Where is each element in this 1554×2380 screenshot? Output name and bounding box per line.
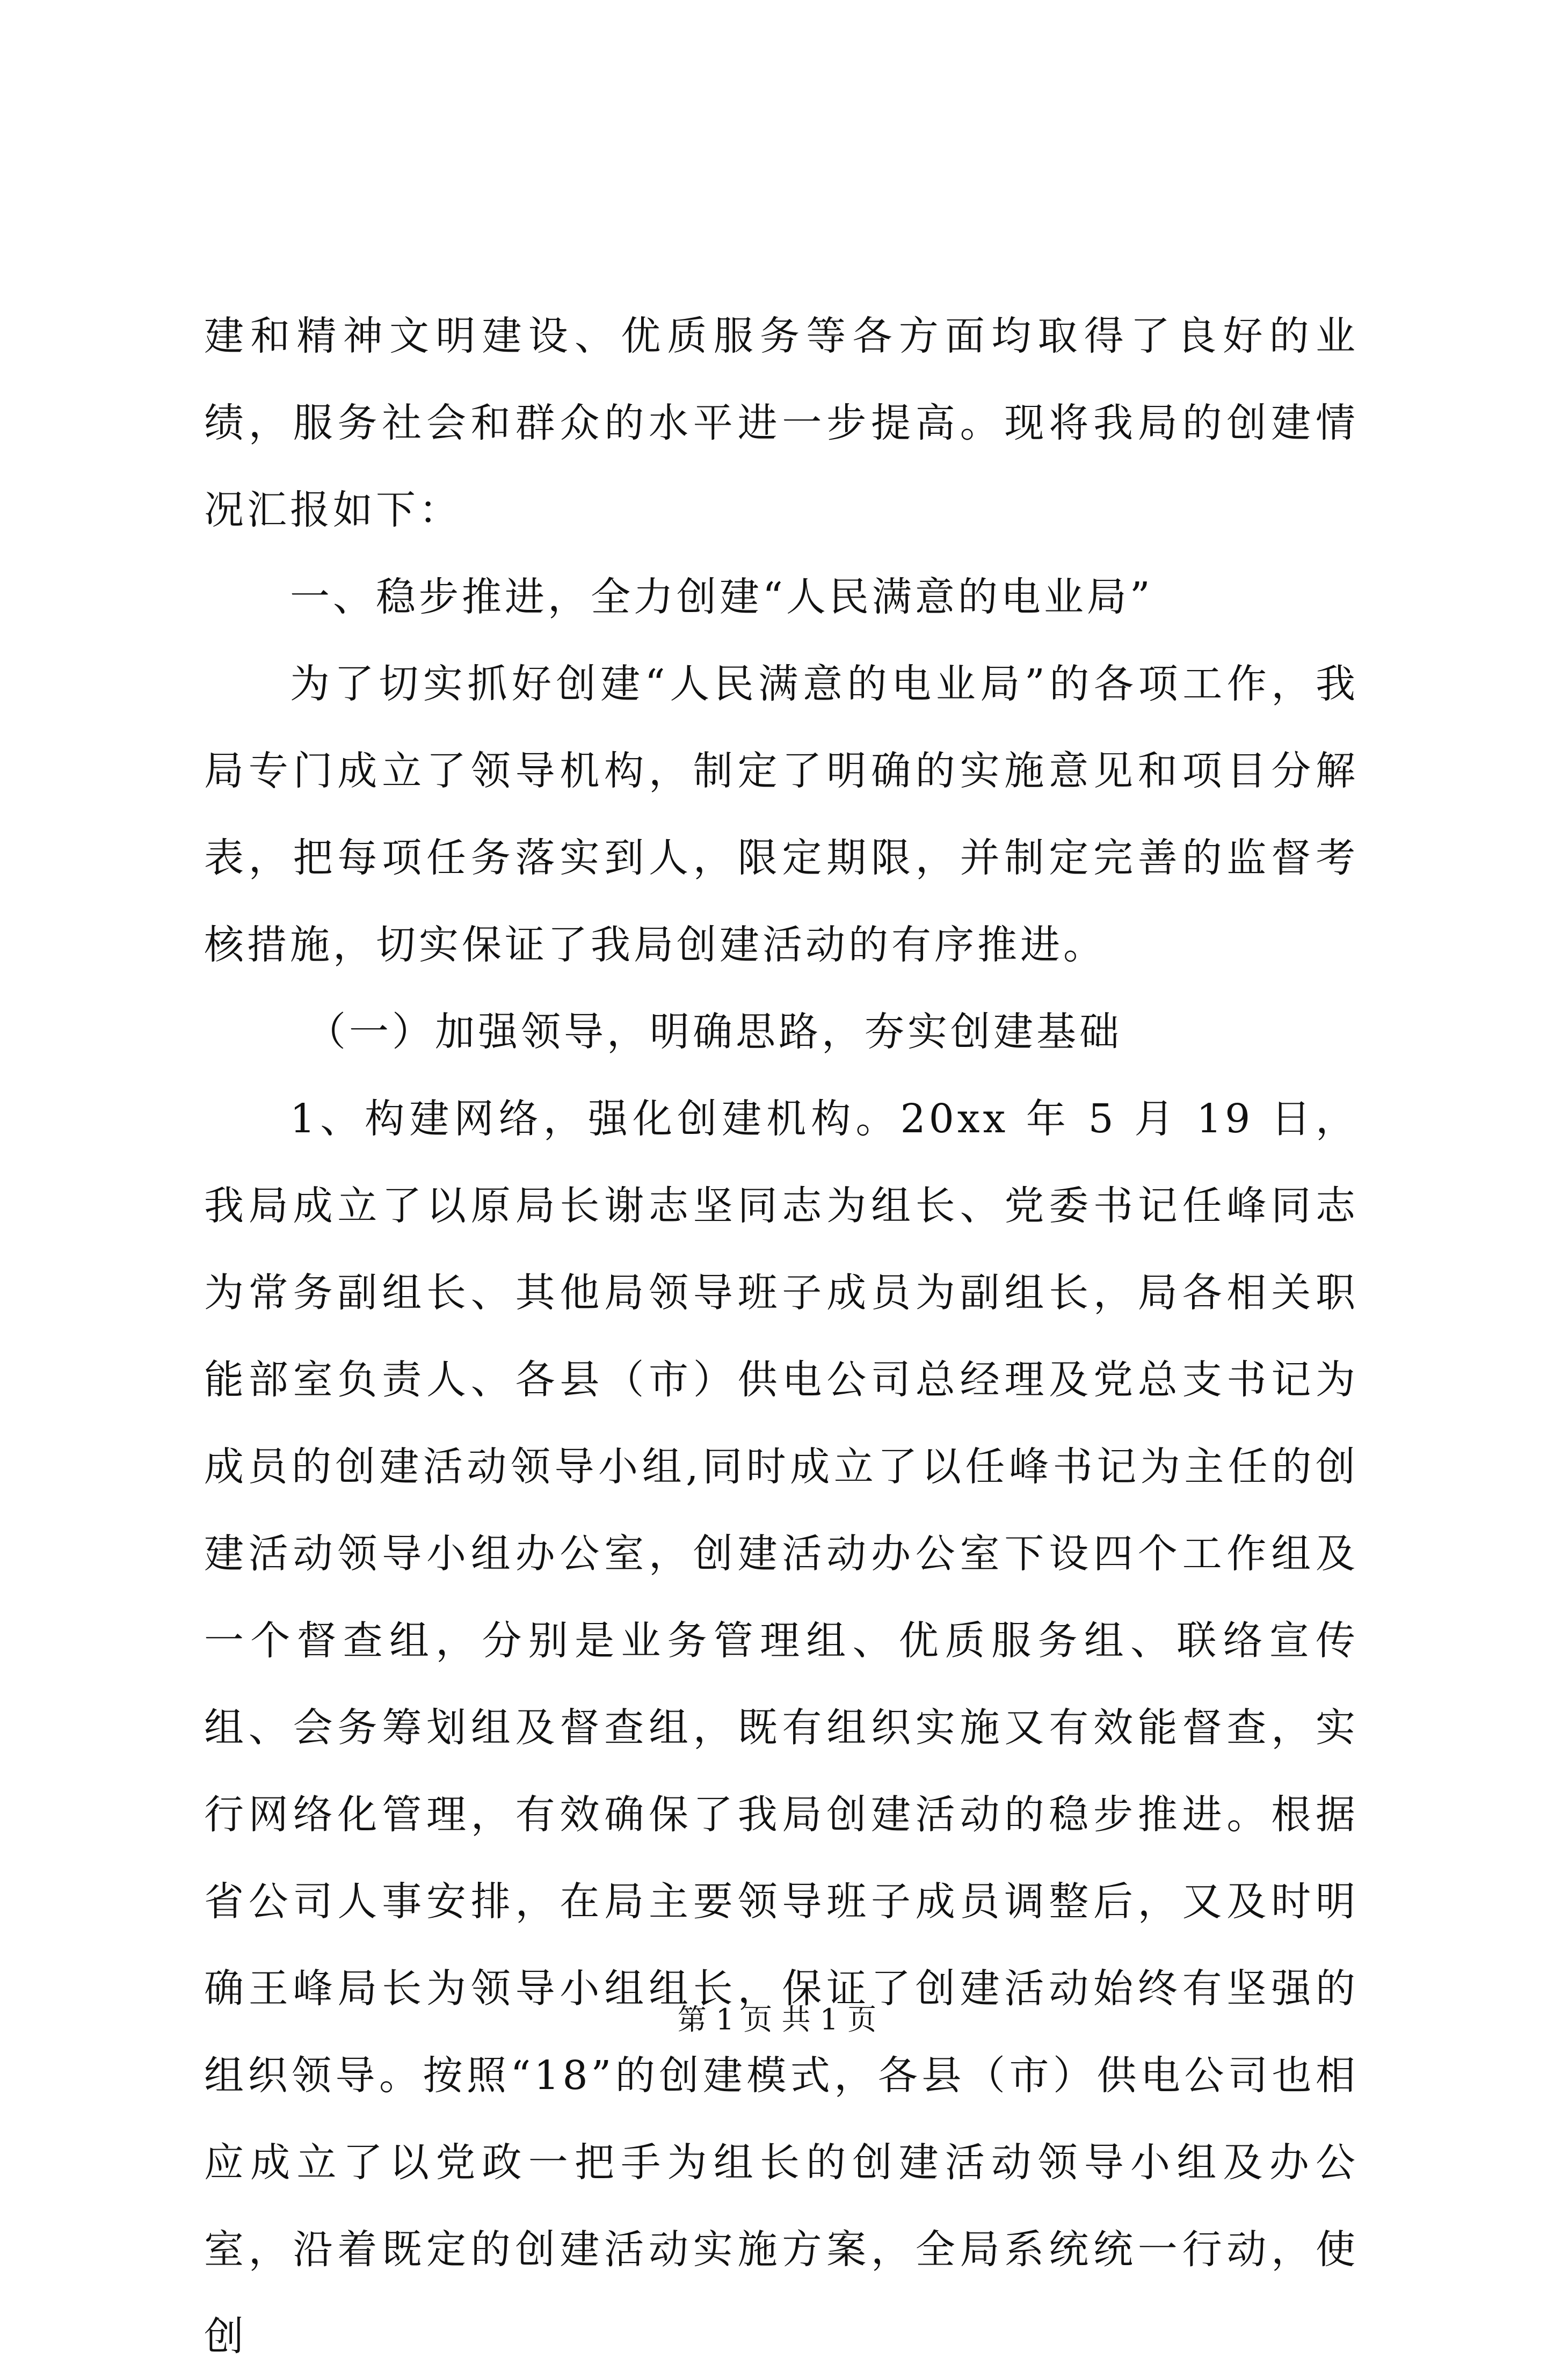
paragraph-section-1-body: 为了切实抓好创建“人民满意的电业局”的各项工作，我局专门成立了领导机构，制定了明确的实施意见和项目分解表，把每项任务落实到人，限定期限，并制定完善的监督考核措施，切实保证了我局创建活动的有序推进。 xyxy=(204,661,1359,968)
subsection-heading-1: （一）加强领导，明确思路，夯实创建基础 xyxy=(306,1009,1122,1055)
section-heading-1: 一、稳步推进，全力创建“人民满意的电业局” xyxy=(290,574,1153,620)
paragraph-item-1-body: 1、构建网络，强化创建机构。20xx 年 5 月 19 日，我局成立了以原局长谢志坚同志为组长、党委书记任峰同志为常务副组长、其他局领导班子成员为副组长，局各相关职能部室负责人、各县（市）供电公司总经理及党总支书记为成员的创建活动领导小组,同时成立了以任峰书记为主任的创建活动领导小组办公室，创建活动办公室下设四个工作组及一个督查组，分别是业务管理组、优质服务组、联络宣传组、会务筹划组及督查组，既有组织实施又有效能督查，实行网络化管理，有效确保了我局创建活动的稳步推进。根据省公司人事安排，在局主要领导班子成员调整后，又及时明确王峰局长为领导小组组长，保证了创建活动始终有坚强的组织领导。按照“18”的创建模式，各县（市）供电公司也相应成立了以党政一把手为组长的创建活动领导小组及办公室，沿着既定的创建活动实施方案，全局系统统一行动，使创 xyxy=(204,1096,1359,2360)
paragraph-intro-continuation: 建和精神文明建设、优质服务等各方面均取得了良好的业绩，服务社会和群众的水平进一步提高。现将我局的创建情况汇报如下： xyxy=(204,313,1359,533)
document-body xyxy=(204,293,1359,2380)
page-footer: 第 1 页 共 1 页 xyxy=(677,2003,877,2036)
